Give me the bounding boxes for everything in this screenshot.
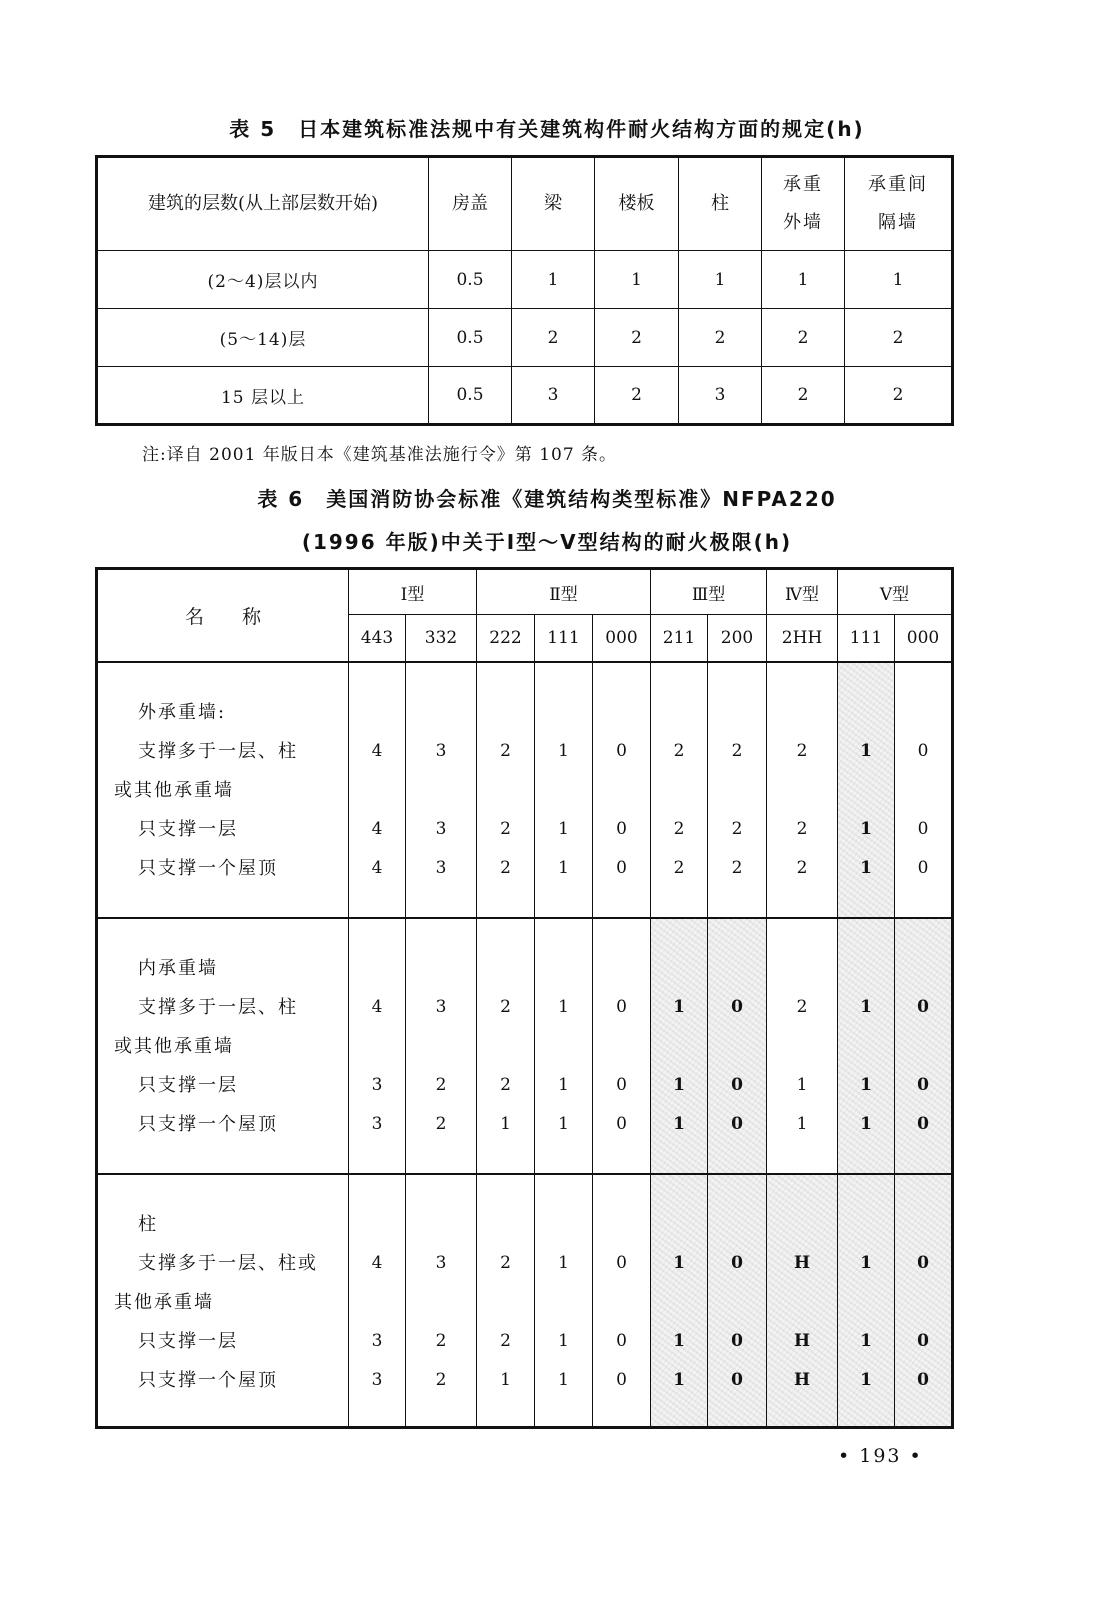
table6-cell: 1 [558, 1113, 569, 1134]
spacer [477, 919, 534, 949]
label-line: 只支撑一层 [138, 1330, 238, 1352]
blank-line [406, 693, 476, 732]
table5-cell: 2 [845, 309, 953, 367]
table5-cell: 0.5 [429, 309, 512, 367]
table5-header-roof: 房盖 [429, 157, 512, 251]
label-line: 只支撑一层 [138, 818, 238, 840]
blank-line [838, 693, 894, 732]
spacer [349, 1175, 405, 1205]
table6-cell: 0 [917, 1330, 929, 1351]
blank-line [838, 771, 894, 810]
table6-cell: 1 [558, 1252, 569, 1273]
blank-line [708, 1205, 766, 1244]
blank-line [838, 949, 894, 988]
blank-line [593, 771, 650, 810]
table6-value-column [349, 662, 406, 918]
table6-cell: 4 [371, 857, 383, 878]
table5-cell: 2 [595, 309, 679, 367]
blank-line [593, 693, 650, 732]
spacer [651, 663, 707, 693]
table6-value-column [406, 1174, 477, 1428]
table6-cell: 2 [500, 1330, 511, 1351]
blank-line [535, 1283, 592, 1322]
table5-cell: 2 [512, 309, 595, 367]
table6-cell: 1 [860, 996, 872, 1017]
table6 [95, 567, 954, 1429]
spacer [112, 1175, 348, 1205]
spacer [406, 1175, 476, 1205]
blank-line [708, 1027, 766, 1066]
blank-line [535, 1027, 592, 1066]
table6-value-column [535, 918, 593, 1174]
table6-value-column [838, 1174, 895, 1428]
table6-cell: 0 [731, 1074, 743, 1095]
table6-cell: 3 [371, 1369, 383, 1390]
spacer [593, 1175, 650, 1205]
spacer [838, 1175, 894, 1205]
table6-cell: 2 [435, 1330, 447, 1351]
spacer [895, 919, 951, 949]
blank-line [535, 771, 592, 810]
blank-line [477, 1283, 534, 1322]
spacer [838, 919, 894, 949]
spacer [593, 663, 650, 693]
table6-cell: 0 [917, 996, 929, 1017]
table6-cell: 1 [558, 1369, 569, 1390]
blank-line [535, 693, 592, 732]
table6-cell: 0 [731, 1330, 743, 1351]
table6-cell: 1 [558, 1330, 569, 1351]
table5-row [97, 367, 953, 425]
table6-cell: 2 [731, 857, 743, 878]
blank-line [895, 1027, 951, 1066]
blank-line [651, 1283, 707, 1322]
spacer [651, 1175, 707, 1205]
table5-header-beam: 梁 [512, 157, 595, 251]
table6-value-column [593, 1174, 651, 1428]
table5-cell: 0.5 [429, 367, 512, 425]
table5-cell: 1 [679, 251, 762, 309]
table5-row [97, 309, 953, 367]
table6-cell: 1 [860, 740, 872, 761]
table6-value-column [406, 662, 477, 918]
table6-cell: 2 [673, 740, 685, 761]
table6-value-column [767, 1174, 838, 1428]
table6-value-column [895, 918, 953, 1174]
spacer [708, 663, 766, 693]
label-line: 其他承重墙 [114, 1291, 214, 1313]
table6-subheader: 2HH [767, 615, 838, 662]
table6-cell: 2 [500, 740, 511, 761]
table6-cell: 2 [435, 1074, 447, 1095]
table6-cell: 1 [673, 1252, 685, 1273]
spacer [112, 919, 348, 949]
label-line: 支撑多于一层、柱 [138, 996, 298, 1018]
spacer [349, 919, 405, 949]
blank-line [535, 1205, 592, 1244]
spacer [535, 919, 592, 949]
label-line: 支撑多于一层、柱或 [138, 1252, 318, 1274]
blank-line [651, 1205, 707, 1244]
blank-line [895, 693, 951, 732]
table6-subheader: 332 [406, 615, 477, 662]
table6-cell: 2 [731, 740, 743, 761]
spacer [535, 663, 592, 693]
blank-line [349, 949, 405, 988]
blank-line [767, 1205, 837, 1244]
table5-row [97, 251, 953, 309]
spacer [406, 919, 476, 949]
spacer [535, 1175, 592, 1205]
table6-value-column [406, 918, 477, 1174]
table6-type-5: Ⅴ型 [838, 569, 953, 615]
table6-cell: 0 [731, 1369, 743, 1390]
table6-cell: 2 [673, 857, 685, 878]
blank-line [708, 771, 766, 810]
table6-subheader: 111 [838, 615, 895, 662]
table6-value-column [593, 918, 651, 1174]
table5-cell: 2 [679, 309, 762, 367]
blank-line [406, 771, 476, 810]
table6-cell: 2 [796, 818, 808, 839]
table6-cell: 0 [616, 1330, 627, 1351]
table6-value-column [651, 1174, 708, 1428]
table5-row-label: 15 层以上 [97, 367, 429, 425]
table6-cell: H [794, 1252, 811, 1273]
spacer [767, 1175, 837, 1205]
table6-subheader: 211 [651, 615, 708, 662]
table5-note: 注:译自 2001 年版日本《建筑基准法施行令》第 107 条。 [142, 445, 618, 465]
table5-header-floors: 建筑的层数(从上部层数开始) [97, 157, 429, 251]
blank-line [593, 1027, 650, 1066]
table6-value-column [895, 1174, 953, 1428]
table6-cell: 2 [673, 818, 685, 839]
label-line: 只支撑一个屋顶 [138, 1369, 278, 1391]
table6-cell: 1 [558, 818, 569, 839]
spacer [477, 663, 534, 693]
table6-cell: 0 [731, 996, 743, 1017]
table6-value-column [477, 662, 535, 918]
table6-group [97, 918, 953, 1174]
blank-line [895, 949, 951, 988]
table6-cell: 1 [500, 1113, 511, 1134]
table5-cell: 2 [595, 367, 679, 425]
label-line: 只支撑一个屋顶 [138, 1113, 278, 1135]
page-number: • 193 • [838, 1445, 923, 1467]
table6-subheader: 222 [477, 615, 535, 662]
table5-cell: 2 [762, 309, 845, 367]
spacer [406, 663, 476, 693]
blank-line [838, 1205, 894, 1244]
table6-group-label [97, 1174, 349, 1428]
table5-title: 表 5 日本建筑标准法规中有关建筑构件耐火结构方面的规定(h) [229, 117, 865, 141]
table6-cell: 2 [500, 857, 511, 878]
table6-title-line2: (1996 年版)中关于Ⅰ型～Ⅴ型结构的耐火极限(h) [301, 530, 793, 554]
table6-cell: 0 [616, 1113, 627, 1134]
blank-line [593, 949, 650, 988]
table6-value-column [651, 918, 708, 1174]
blank-line [477, 771, 534, 810]
table6-cell: 1 [558, 1074, 569, 1095]
table6-group [97, 1174, 953, 1428]
table6-value-column [838, 918, 895, 1174]
table6-cell: 3 [435, 740, 447, 761]
spacer [767, 919, 837, 949]
table6-cell: 1 [796, 1113, 808, 1134]
table6-cell: H [794, 1369, 811, 1390]
table6-group-label [97, 918, 349, 1174]
blank-line [651, 771, 707, 810]
table6-cell: 4 [371, 818, 383, 839]
table5-row-label: (5～14)层 [97, 309, 429, 367]
table6-cell: 2 [500, 996, 511, 1017]
blank-line [593, 1205, 650, 1244]
table6-cell: 1 [673, 1330, 685, 1351]
blank-line [651, 693, 707, 732]
table6-cell: 1 [860, 1252, 872, 1273]
table6-subheader: 200 [708, 615, 767, 662]
table5-row-label: (2～4)层以内 [97, 251, 429, 309]
blank-line [406, 949, 476, 988]
label-line: 只支撑一层 [138, 1074, 238, 1096]
table6-cell: 0 [616, 857, 627, 878]
label-line: 只支撑一个屋顶 [138, 857, 278, 879]
table6-cell: H [794, 1330, 811, 1351]
blank-line [767, 771, 837, 810]
table5-cell: 2 [762, 367, 845, 425]
table6-cell: 1 [860, 1369, 872, 1390]
table6-cell: 2 [796, 740, 808, 761]
table6-value-column [593, 662, 651, 918]
blank-line [708, 949, 766, 988]
table6-cell: 0 [616, 740, 627, 761]
blank-line [838, 1027, 894, 1066]
table6-cell: 2 [796, 996, 808, 1017]
spacer [708, 1175, 766, 1205]
table6-cell: 1 [860, 1113, 872, 1134]
table6-cell: 3 [435, 996, 447, 1017]
table6-cell: 0 [616, 818, 627, 839]
table6-value-column [895, 662, 953, 918]
blank-line [593, 1283, 650, 1322]
table6-cell: 1 [796, 1074, 808, 1095]
blank-line [477, 949, 534, 988]
table6-cell: 0 [616, 1074, 627, 1095]
blank-line [767, 693, 837, 732]
blank-line [895, 1283, 951, 1322]
table6-cell: 3 [435, 1252, 447, 1273]
table6-cell: 0 [917, 857, 929, 878]
table6-type-row [97, 569, 953, 615]
table6-value-column [767, 662, 838, 918]
table5-header-bearing-partition-wall [845, 157, 953, 251]
table6-cell: 3 [435, 818, 447, 839]
table5-cell: 3 [679, 367, 762, 425]
table6-value-column [349, 1174, 406, 1428]
table6-cell: 4 [371, 740, 383, 761]
blank-line [895, 1205, 951, 1244]
table6-cell: 4 [371, 996, 383, 1017]
blank-line [708, 1283, 766, 1322]
table6-type-1: Ⅰ型 [349, 569, 477, 615]
table6-subheader: 443 [349, 615, 406, 662]
table6-cell: 0 [616, 1252, 627, 1273]
blank-line [349, 1205, 405, 1244]
blank-line [708, 693, 766, 732]
table6-value-column [349, 918, 406, 1174]
table6-cell: 1 [860, 857, 872, 878]
blank-line [349, 1283, 405, 1322]
spacer [593, 919, 650, 949]
label-line: 或其他承重墙 [114, 1035, 234, 1057]
table5-cell: 1 [845, 251, 953, 309]
table6-value-column [708, 1174, 767, 1428]
table5-header-bearing-exterior-wall [762, 157, 845, 251]
table6-cell: 1 [673, 1369, 685, 1390]
table6-cell: 1 [860, 1074, 872, 1095]
table6-value-column [477, 1174, 535, 1428]
table6-cell: 0 [917, 1074, 929, 1095]
table6-type-2: Ⅱ型 [477, 569, 651, 615]
table6-value-column [708, 918, 767, 1174]
table5-header-row [97, 157, 953, 251]
table6-cell: 0 [616, 1369, 627, 1390]
table6-value-column [651, 662, 708, 918]
table6-value-column [535, 662, 593, 918]
table6-cell: 0 [917, 818, 929, 839]
table6-cell: 2 [435, 1113, 447, 1134]
table5 [95, 155, 954, 426]
blank-line [838, 1283, 894, 1322]
spacer [708, 919, 766, 949]
table6-cell: 1 [500, 1369, 511, 1390]
table6-value-column [708, 662, 767, 918]
blank-line [651, 949, 707, 988]
table6-cell: 2 [500, 1252, 511, 1273]
table6-cell: 3 [371, 1113, 383, 1134]
table6-cell: 2 [435, 1369, 447, 1390]
table6-cell: 2 [796, 857, 808, 878]
table6-value-column [477, 918, 535, 1174]
table6-cell: 4 [371, 1252, 383, 1273]
table6-cell: 0 [917, 1252, 929, 1273]
table6-cell: 1 [673, 1074, 685, 1095]
blank-line [477, 693, 534, 732]
table6-cell: 2 [500, 818, 511, 839]
table6-group [97, 662, 953, 918]
table6-group-label [97, 662, 349, 918]
label-line: 或其他承重墙 [114, 779, 234, 801]
blank-line [767, 949, 837, 988]
table5-cell: 2 [845, 367, 953, 425]
table6-type-3: Ⅲ型 [651, 569, 767, 615]
spacer [838, 663, 894, 693]
table6-title-line1: 表 6 美国消防协会标准《建筑结构类型标准》NFPA220 [257, 487, 837, 511]
table6-cell: 1 [860, 818, 872, 839]
table6-cell: 1 [558, 857, 569, 878]
blank-line [477, 1205, 534, 1244]
spacer [477, 1175, 534, 1205]
label-line: 支撑多于一层、柱 [138, 740, 298, 762]
table6-cell: 1 [860, 1330, 872, 1351]
table6-cell: 0 [616, 996, 627, 1017]
table6-value-column [767, 918, 838, 1174]
spacer [895, 1175, 951, 1205]
table6-name-header: 名 称 [97, 569, 349, 662]
blank-line [349, 1027, 405, 1066]
blank-line [477, 1027, 534, 1066]
blank-line [895, 771, 951, 810]
table6-cell: 3 [435, 857, 447, 878]
table6-cell: 1 [558, 740, 569, 761]
label-line: 柱 [138, 1213, 158, 1235]
table6-cell: 2 [731, 818, 743, 839]
blank-line [349, 693, 405, 732]
table6-cell: 3 [371, 1074, 383, 1095]
table5-header-bearing-partition-wall-text: 承重间隔墙 [868, 174, 928, 233]
table5-header-bearing-exterior-wall-text: 承重外墙 [783, 174, 823, 233]
spacer [767, 663, 837, 693]
blank-line [535, 949, 592, 988]
blank-line [767, 1283, 837, 1322]
spacer [112, 663, 348, 693]
blank-line [349, 771, 405, 810]
table6-cell: 1 [673, 996, 685, 1017]
blank-line [406, 1027, 476, 1066]
table6-cell: 0 [917, 1369, 929, 1390]
table5-cell: 1 [595, 251, 679, 309]
table6-value-column [535, 1174, 593, 1428]
spacer [349, 663, 405, 693]
table6-cell: 0 [731, 1252, 743, 1273]
table6-cell: 3 [371, 1330, 383, 1351]
table5-header-floor-slab: 楼板 [595, 157, 679, 251]
blank-line [651, 1027, 707, 1066]
blank-line [406, 1205, 476, 1244]
label-line: 内承重墙 [138, 957, 218, 979]
table5-cell: 0.5 [429, 251, 512, 309]
spacer [895, 663, 951, 693]
table5-header-column: 柱 [679, 157, 762, 251]
table6-cell: 1 [558, 996, 569, 1017]
spacer [651, 919, 707, 949]
table6-value-column [838, 662, 895, 918]
label-line: 外承重墙: [138, 701, 227, 723]
table6-cell: 2 [500, 1074, 511, 1095]
table6-type-4: Ⅳ型 [767, 569, 838, 615]
blank-line [767, 1027, 837, 1066]
table6-subheader: 000 [895, 615, 953, 662]
table5-cell: 1 [512, 251, 595, 309]
table5-cell: 1 [762, 251, 845, 309]
table6-cell: 0 [917, 740, 929, 761]
table6-cell: 0 [917, 1113, 929, 1134]
blank-line [406, 1283, 476, 1322]
table5-cell: 3 [512, 367, 595, 425]
table6-subheader: 111 [535, 615, 593, 662]
table6-subheader: 000 [593, 615, 651, 662]
table6-cell: 1 [673, 1113, 685, 1134]
table6-cell: 0 [731, 1113, 743, 1134]
